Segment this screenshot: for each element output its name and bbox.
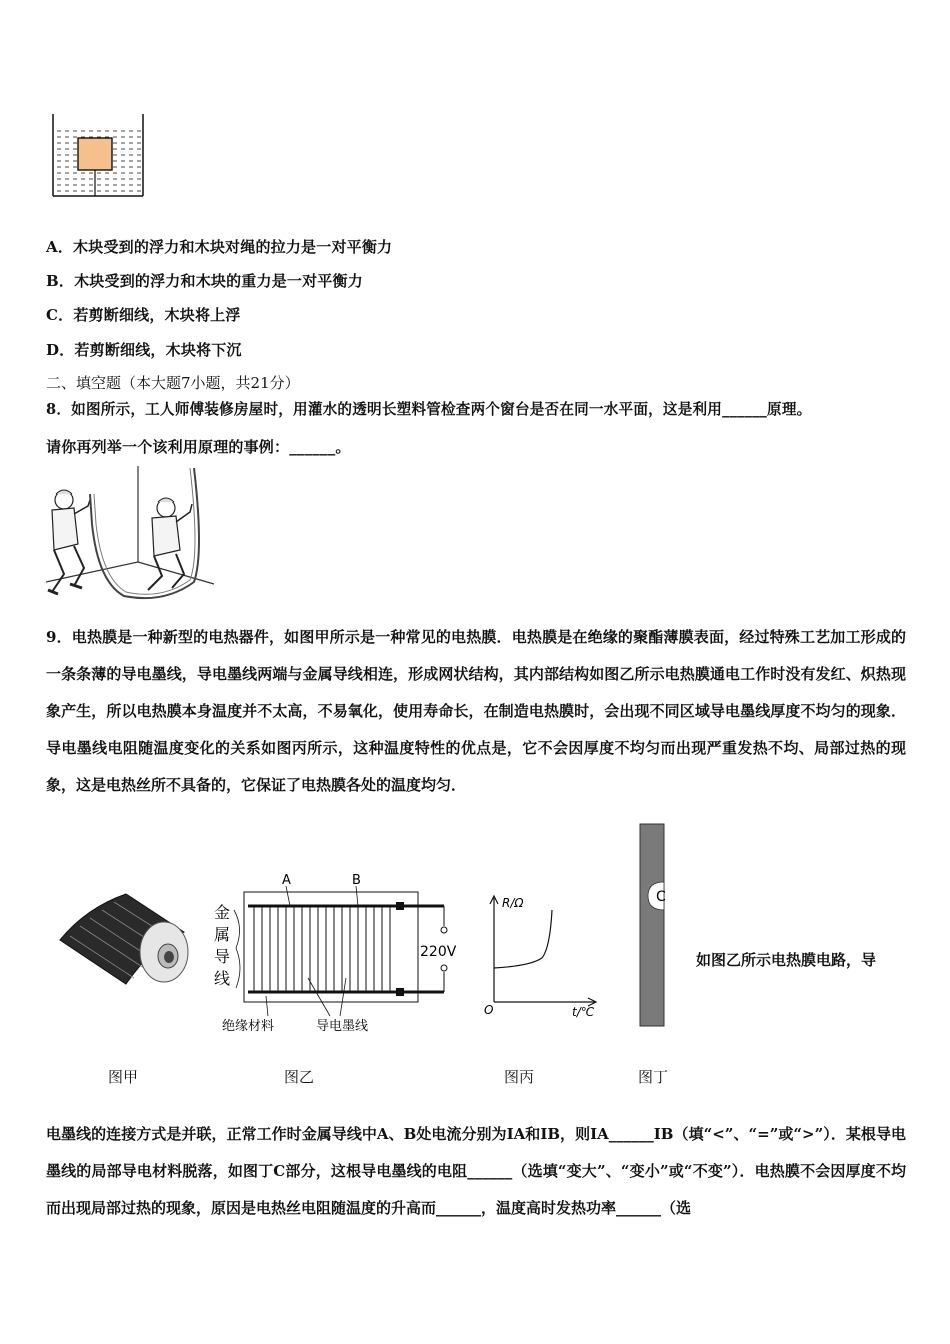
ink-label: 导电墨线 xyxy=(316,1019,369,1034)
workers-level-tube-figure xyxy=(44,464,222,606)
origin-label: O xyxy=(484,1003,494,1017)
figure-yi-structure xyxy=(208,868,458,1040)
figure-jia-heating-film xyxy=(56,888,196,1000)
caption-ding: 图丁 xyxy=(638,1068,669,1086)
y-axis-label: R/Ω xyxy=(502,896,524,910)
option-c: C．若剪断细线，木块将上浮 xyxy=(46,306,241,324)
label-b: B xyxy=(352,873,361,888)
q9-intro: 9．电热膜是一种新型的电热器件，如图甲所示是一种常见的电热膜．电热膜是在绝缘的聚酯薄膜表面，经过特殊工艺加工形成的一条条薄的导电墨线，导电墨线两端与金属导线相连，形成网状结构，其内部结构如图乙所示电热膜通电工作时没有发红、炽热现象产生，所以电热膜本身温度并不太高，不易氧化，使用寿命长，在制造电热膜时，会出现不同区域导电墨线厚度不均匀的现象．导电墨线电阻随温度变化的关系如图丙所示，这种温度特性的优点是，它不会因厚度不均匀而出现严重发热不均、局部过热的现象，这是电热丝所不具备的，它保证了电热膜各处的温度均匀． xyxy=(46,628,906,794)
block-in-water-figure xyxy=(48,110,148,200)
figure-bing-graph xyxy=(480,888,605,1023)
voltage-label: 220V xyxy=(420,944,457,960)
metal-wire-label-3: 导 xyxy=(214,947,231,966)
q8-line2: 请你再列举一个该利用原理的事例：______。 xyxy=(46,438,351,456)
option-b: B．木块受到的浮力和木块的重力是一对平衡力 xyxy=(46,272,363,290)
insulation-label: 绝缘材料 xyxy=(222,1019,275,1034)
metal-wire-label-1: 金 xyxy=(214,903,231,922)
wooden-block xyxy=(78,138,112,170)
option-a: A．木块受到的浮力和木块对绳的拉力是一对平衡力 xyxy=(46,238,393,256)
caption-bing: 图丙 xyxy=(504,1068,535,1086)
caption-jia: 图甲 xyxy=(108,1068,139,1086)
section-title: 二、填空题（本大题7小题，共21分） xyxy=(46,374,300,392)
q8-line1: 8．如图所示，工人师傅装修房屋时，用灌水的透明长塑料管检查两个窗台是否在同一水平面，这是利用______原理。 xyxy=(46,401,812,418)
ink-lines xyxy=(254,906,390,992)
label-c: C xyxy=(656,889,666,905)
metal-wire-label-4: 线 xyxy=(214,969,231,988)
q9-question: 电墨线的连接方式是并联，正常工作时金属导线中A、B处电流分别为IA和IB，则IA______IB（填“<”、“=”或“>”）．某根导电墨线的局部导电材料脱落，如图丁C部分，这根导电墨线的电阻______（选填“变大”、“变小”或“不变”）．电热膜不会因厚度不均而出现局部过热的现象，原因是电热丝电阻随温度的升高而______，温度高时发热功率______（选 xyxy=(46,1125,906,1217)
caption-yi: 图乙 xyxy=(284,1068,315,1086)
x-axis-label: t/℃ xyxy=(572,1005,595,1019)
option-d: D．若剪断细线，木块将下沉 xyxy=(46,341,242,359)
q9-side-text: 如图乙所示电热膜电路，导 xyxy=(696,951,877,969)
resistance-curve xyxy=(494,910,552,968)
metal-wire-label-2: 属 xyxy=(214,925,231,944)
figure-ding-strip xyxy=(638,822,668,1028)
label-a: A xyxy=(282,873,291,888)
